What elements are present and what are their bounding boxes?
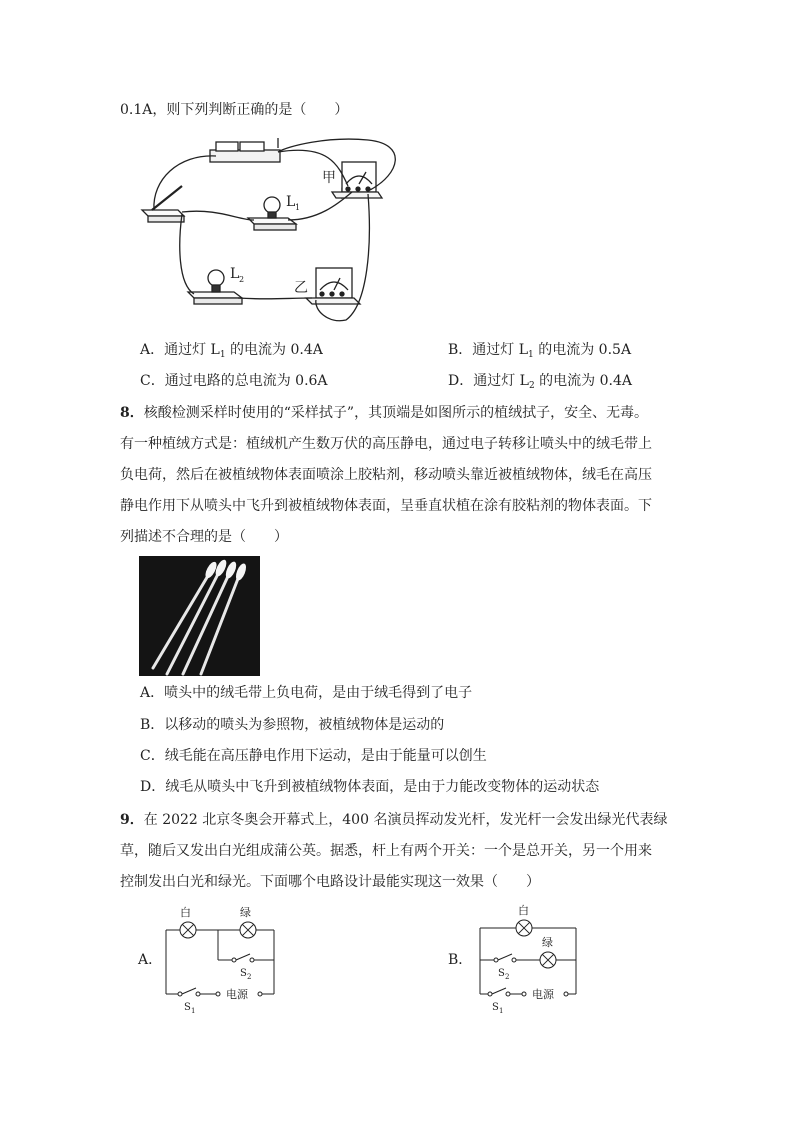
- circuit-a-s2-sub: 2: [247, 973, 252, 981]
- lamp2-label: L: [230, 266, 240, 282]
- q8-line-5: 列描述不合理的是（ ）: [120, 529, 288, 545]
- circuit-a-s1-switch: [182, 988, 196, 994]
- q8-option-a[interactable]: A．喷头中的绒毛带上负电荷，是由于绒毛得到了电子: [140, 685, 473, 701]
- circuit-a-green-text: 绿: [240, 906, 251, 919]
- circuit-b-s1-switch: [492, 988, 506, 994]
- q7-circuit-figure: [138, 134, 408, 328]
- wire-battery-meter: [278, 150, 348, 186]
- q8-number: 8．: [120, 405, 144, 421]
- circuit-b[interactable]: [446, 904, 596, 1016]
- q7-option-b[interactable]: B．通过灯 $L_1$ 的电流为 0.5A: [448, 342, 632, 360]
- circuit-a-power-text: 电源: [226, 988, 248, 1001]
- circuit-b-white-text: 白: [518, 904, 529, 917]
- circuit-b-s2-text: S: [498, 968, 505, 979]
- q7-option-c[interactable]: C．通过电路的总电流为 0.6A: [140, 373, 328, 389]
- circuit-b-power-text: 电源: [532, 988, 554, 1001]
- circuit-b-s2-sub: 2: [505, 973, 510, 981]
- q8-option-d[interactable]: D．绒毛从喷头中飞升到被植绒物体表面，是由于力能改变物体的运动状态: [140, 779, 600, 795]
- lamp1-bulb: [264, 197, 280, 213]
- circuit-b-label: B．: [448, 952, 473, 968]
- q7-option-d[interactable]: D．通过灯 $L_2$ 的电流为 0.4A: [448, 373, 632, 391]
- q8-line-3: 负电荷，然后在被植绒物体表面喷涂上胶粘剂，移动喷头靠近被植绒物体，绒毛在高压: [120, 467, 652, 483]
- q8-option-c[interactable]: C．绒毛能在高压静电作用下运动，是由于能量可以创生: [140, 748, 487, 764]
- circuit-a-s2-text: S: [240, 968, 247, 979]
- circuit-a[interactable]: [136, 904, 286, 1016]
- circuit-a-s2-switch: [236, 954, 250, 960]
- lamp2-bulb: [208, 270, 224, 286]
- swab-illustration: [139, 556, 260, 676]
- lamp2-base: [188, 292, 242, 298]
- q9-number: 9．: [120, 812, 144, 828]
- q9-line-2: 草，随后又发出白光组成蒲公英。据悉，杆上有两个开关：一个是总开关，另一个用来: [120, 843, 652, 859]
- meter-jia-label: 甲: [322, 170, 336, 186]
- circuit-b-green-text: 绿: [542, 936, 553, 949]
- circuit-a-label: A．: [138, 952, 163, 968]
- circuit-b-s1-text: S: [492, 1002, 499, 1013]
- q7-stem-tail: 0.1A，则下列判断正确的是（ ）: [120, 102, 349, 118]
- circuit-a-white-text: 白: [180, 906, 191, 919]
- q8-line-2: 有一种植绒方式是：植绒机产生数万伏的高压静电，通过电子转移让喷头中的绒毛带上: [120, 436, 652, 452]
- lamp1-base: [248, 218, 296, 224]
- circuit-a-s1-sub: 1: [191, 1007, 196, 1015]
- q9-line-1: 9．在 2022 北京冬奥会开幕式上，400 名演员挥动发光杆，发光杆一会发出绿光代表绿: [120, 812, 668, 828]
- q9-line-3: 控制发出白光和绿光。下面哪个电路设计最能实现这一效果（ ）: [120, 874, 540, 890]
- lamp2-sub: 2: [239, 275, 245, 284]
- q7-option-a[interactable]: A．通过灯 $L_1$ 的电流为 0.4A: [140, 342, 323, 360]
- circuit-a-s1-text: S: [184, 1002, 191, 1013]
- swab-photo: [139, 556, 260, 676]
- q8-line-4: 静电作用下从喷头中飞升到被植绒物体表面，呈垂直状植在涂有胶粘剂的物体表面。下: [120, 498, 652, 514]
- circuit-b-s1-sub: 1: [499, 1007, 504, 1015]
- battery-cell-2: [240, 142, 264, 151]
- lamp1-label: L: [286, 194, 296, 210]
- battery-cell-1: [216, 142, 238, 151]
- meter-yi-label: 乙: [294, 280, 308, 296]
- switch-base: [142, 210, 184, 216]
- lamp1-sub: 1: [295, 203, 301, 212]
- q8-option-b[interactable]: B．以移动的喷头为参照物，被植绒物体是运动的: [140, 717, 445, 733]
- circuit-b-s2-switch: [498, 954, 512, 960]
- q8-line-1: 8．核酸检测采样时使用的“采样拭子”，其顶端是如图所示的植绒拭子，安全、无毒。: [120, 405, 649, 421]
- battery-box: [210, 150, 280, 162]
